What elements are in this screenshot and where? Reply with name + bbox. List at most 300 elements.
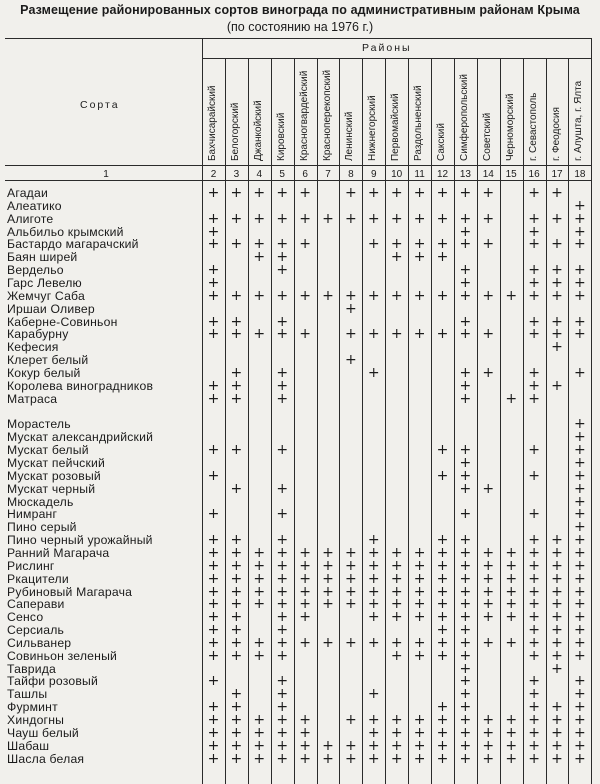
- mark-cell: +: [505, 544, 518, 561]
- mark-cell: +: [482, 570, 495, 587]
- mark-cell: +: [482, 236, 495, 253]
- mark-cell: +: [574, 467, 586, 484]
- column-header: Раздольненский: [413, 85, 425, 161]
- mark-cell: +: [574, 364, 586, 381]
- mark-cell: +: [207, 596, 220, 613]
- column-rule: [339, 58, 340, 784]
- mark-cell: +: [436, 622, 449, 639]
- mark-cell: +: [390, 544, 403, 561]
- mark-cell: +: [207, 442, 220, 459]
- mark-cell: +: [276, 557, 289, 574]
- mark-cell: +: [345, 185, 357, 201]
- mark-cell: +: [574, 737, 586, 754]
- column-number: 4: [256, 169, 263, 180]
- mark-cell: +: [482, 737, 495, 754]
- mark-cell: +: [551, 532, 563, 549]
- mark-cell: +: [436, 326, 449, 343]
- mark-cell: +: [574, 609, 586, 626]
- mark-cell: +: [299, 185, 311, 201]
- mark-cell: +: [551, 326, 563, 343]
- mark-cell: +: [482, 544, 495, 561]
- mark-cell: +: [253, 185, 266, 201]
- mark-cell: +: [551, 262, 563, 279]
- mark-cell: +: [459, 262, 472, 279]
- mark-cell: +: [276, 570, 289, 587]
- mark-cell: +: [551, 737, 563, 754]
- mark-cell: +: [390, 609, 403, 626]
- mark-cell: +: [574, 724, 586, 741]
- mark-cell: +: [574, 480, 586, 497]
- mark-cell: +: [436, 583, 449, 600]
- mark-cell: +: [322, 570, 334, 587]
- column-rule: [385, 58, 386, 784]
- mark-cell: +: [574, 750, 586, 767]
- mark-cell: +: [482, 583, 495, 600]
- mark-cell: +: [551, 583, 563, 600]
- column-header: Джанкойский: [252, 100, 264, 161]
- mark-cell: +: [459, 506, 472, 523]
- mark-cell: +: [574, 544, 586, 561]
- column-number: 6: [302, 169, 308, 180]
- column-rule: [294, 58, 295, 784]
- mark-cell: +: [207, 570, 220, 587]
- mark-cell: +: [276, 750, 289, 767]
- mark-cell: +: [367, 596, 380, 613]
- mark-cell: +: [390, 712, 403, 728]
- mark-cell: +: [207, 673, 220, 690]
- mark-cell: +: [459, 570, 472, 587]
- mark-cell: +: [482, 724, 495, 741]
- row-label: Каберне-Совиньон: [7, 314, 118, 329]
- column-rule: [202, 38, 203, 784]
- mark-cell: +: [413, 544, 426, 561]
- mark-cell: +: [230, 185, 243, 201]
- mark-cell: +: [574, 236, 586, 253]
- row-label: Тайфи розовый: [7, 674, 98, 689]
- mark-cell: +: [459, 544, 472, 561]
- mark-cell: +: [253, 596, 266, 613]
- mark-cell: +: [528, 699, 540, 716]
- mark-cell: +: [230, 544, 243, 561]
- column-rule: [477, 58, 478, 784]
- row-label: Мускат черный: [7, 481, 96, 496]
- mark-cell: +: [207, 622, 220, 639]
- mark-cell: +: [505, 390, 518, 407]
- column-number: 16: [528, 169, 540, 180]
- mark-cell: +: [505, 712, 518, 728]
- mark-cell: +: [459, 467, 472, 484]
- mark-cell: +: [574, 634, 586, 651]
- mark-cell: +: [528, 673, 540, 690]
- mark-cell: +: [528, 570, 540, 587]
- column-number: 2: [210, 169, 217, 180]
- mark-cell: +: [276, 596, 289, 613]
- mark-cell: +: [413, 287, 426, 304]
- mark-cell: +: [367, 570, 380, 587]
- mark-cell: +: [230, 377, 243, 394]
- mark-cell: +: [207, 557, 220, 574]
- row-label: Мускат пейчский: [7, 456, 105, 470]
- mark-cell: +: [253, 544, 266, 561]
- mark-cell: +: [574, 532, 586, 549]
- mark-cell: +: [551, 210, 563, 227]
- mark-cell: +: [230, 557, 243, 574]
- mark-cell: +: [367, 364, 380, 381]
- mark-cell: +: [574, 686, 586, 703]
- mark-cell: +: [230, 686, 243, 703]
- mark-cell: +: [299, 609, 311, 626]
- row-label: Саперави: [7, 597, 65, 612]
- rule-top: [5, 38, 592, 39]
- mark-cell: +: [413, 647, 426, 664]
- mark-cell: +: [436, 287, 449, 304]
- mark-cell: +: [230, 480, 243, 497]
- mark-cell: +: [207, 609, 220, 626]
- mark-cell: +: [345, 287, 357, 304]
- mark-cell: +: [390, 737, 403, 754]
- mark-cell: +: [528, 557, 540, 574]
- mark-cell: +: [253, 737, 266, 754]
- mark-cell: +: [574, 557, 586, 574]
- mark-cell: +: [276, 609, 289, 626]
- row-label: Алиготе: [7, 211, 54, 226]
- mark-cell: +: [276, 326, 289, 343]
- mark-cell: +: [574, 570, 586, 587]
- row-label: Вердельо: [7, 263, 64, 278]
- column-rule: [591, 38, 592, 784]
- column-rule: [317, 58, 318, 784]
- mark-cell: +: [276, 287, 289, 304]
- mark-cell: +: [207, 262, 220, 279]
- mark-cell: +: [482, 210, 495, 227]
- mark-cell: +: [528, 262, 540, 279]
- mark-cell: +: [230, 583, 243, 600]
- mark-cell: +: [207, 583, 220, 600]
- row-label: Королева виноградников: [7, 378, 154, 393]
- mark-cell: +: [276, 210, 289, 227]
- mark-cell: +: [276, 737, 289, 754]
- column-header: Бахчисарайский: [207, 85, 218, 161]
- mark-cell: +: [253, 557, 266, 574]
- rule-numbers: [5, 165, 592, 166]
- mark-cell: +: [413, 583, 426, 600]
- column-header: Советский: [481, 112, 493, 161]
- mark-cell: +: [299, 596, 311, 613]
- row-label: Баян ширей: [7, 250, 78, 265]
- mark-cell: +: [574, 673, 586, 690]
- mark-cell: +: [345, 210, 357, 227]
- column-header: Ленинский: [344, 111, 356, 161]
- mark-cell: +: [345, 352, 357, 369]
- mark-cell: +: [390, 236, 403, 253]
- mark-cell: +: [459, 455, 472, 471]
- mark-cell: +: [505, 570, 518, 587]
- mark-cell: +: [482, 750, 495, 767]
- column-header: г. Севастополь: [527, 92, 539, 161]
- row-label: Мюскадель: [7, 494, 74, 509]
- mark-cell: +: [322, 557, 334, 574]
- mark-cell: +: [413, 609, 426, 626]
- mark-cell: +: [528, 210, 540, 227]
- mark-cell: +: [459, 287, 472, 304]
- row-label: Шасла белая: [7, 751, 85, 766]
- mark-cell: +: [367, 724, 380, 741]
- table-title: Размещение районированных сортов винограда по административным районам Крыма: [20, 3, 580, 17]
- mark-cell: +: [528, 647, 540, 664]
- mark-cell: +: [459, 223, 472, 240]
- row-label: Кефесия: [7, 340, 59, 355]
- mark-cell: +: [551, 712, 563, 728]
- mark-cell: +: [413, 570, 426, 587]
- mark-cell: +: [551, 699, 563, 716]
- mark-cell: +: [551, 647, 563, 664]
- mark-cell: +: [505, 557, 518, 574]
- column-rule: [362, 58, 363, 784]
- mark-cell: +: [345, 750, 357, 767]
- mark-cell: +: [482, 364, 495, 381]
- mark-cell: +: [574, 455, 586, 471]
- column-rule: [248, 58, 249, 784]
- mark-cell: +: [390, 634, 403, 651]
- mark-cell: +: [551, 660, 563, 677]
- mark-cell: +: [574, 712, 586, 728]
- mark-cell: +: [436, 647, 449, 664]
- mark-cell: +: [528, 609, 540, 626]
- column-header: Черноморский: [504, 93, 516, 161]
- column-header: Красногвардейский: [298, 70, 310, 161]
- mark-cell: +: [459, 236, 472, 253]
- mark-cell: +: [299, 326, 311, 343]
- mark-cell: +: [413, 557, 426, 574]
- mark-cell: +: [459, 596, 472, 613]
- mark-cell: +: [459, 699, 472, 716]
- row-label: Альбильо крымский: [7, 224, 124, 239]
- mark-cell: +: [276, 262, 289, 279]
- column-header: Первомайский: [390, 93, 402, 161]
- mark-cell: +: [230, 750, 243, 767]
- mark-cell: +: [367, 557, 380, 574]
- mark-cell: +: [551, 750, 563, 767]
- mark-cell: +: [299, 544, 311, 561]
- column-rule: [225, 58, 226, 784]
- mark-cell: +: [528, 313, 540, 330]
- rule-header-bottom: [5, 180, 592, 181]
- row-label: Мускат белый: [7, 443, 89, 458]
- mark-cell: +: [459, 377, 472, 394]
- column-number: 9: [371, 169, 377, 180]
- column-number: 7: [325, 169, 331, 180]
- mark-cell: +: [459, 442, 472, 459]
- mark-cell: +: [528, 583, 540, 600]
- mark-cell: +: [551, 544, 563, 561]
- mark-cell: +: [322, 583, 334, 600]
- mark-cell: +: [230, 287, 243, 304]
- mark-cell: +: [528, 622, 540, 639]
- mark-cell: +: [436, 467, 449, 484]
- mark-cell: +: [276, 313, 289, 330]
- mark-cell: +: [207, 712, 220, 728]
- mark-cell: +: [505, 583, 518, 600]
- mark-cell: +: [367, 750, 380, 767]
- row-label: Хиндогны: [7, 713, 65, 727]
- mark-cell: +: [459, 210, 472, 227]
- mark-cell: +: [322, 596, 334, 613]
- mark-cell: +: [574, 583, 586, 600]
- mark-cell: +: [322, 210, 334, 227]
- column-rule: [408, 58, 409, 784]
- mark-cell: +: [299, 210, 311, 227]
- mark-cell: +: [551, 609, 563, 626]
- column-header: Белогорский: [229, 102, 241, 161]
- table-subtitle: (по состоянию на 1976 г.): [226, 20, 374, 34]
- mark-cell: +: [207, 210, 220, 227]
- mark-cell: +: [413, 724, 426, 741]
- mark-cell: +: [253, 712, 266, 728]
- mark-cell: +: [230, 609, 243, 626]
- mark-cell: +: [436, 634, 449, 651]
- mark-cell: +: [207, 467, 220, 484]
- mark-cell: +: [207, 750, 220, 767]
- row-label: Чауш белый: [7, 725, 79, 740]
- mark-cell: +: [551, 634, 563, 651]
- row-label: Ркацители: [7, 571, 69, 586]
- mark-cell: +: [367, 609, 380, 626]
- mark-cell: +: [390, 249, 403, 266]
- mark-cell: +: [482, 712, 495, 728]
- mark-cell: +: [299, 724, 311, 741]
- mark-cell: +: [551, 236, 563, 253]
- mark-cell: +: [551, 185, 563, 201]
- column-header: г. Феодосия: [550, 107, 562, 161]
- mark-cell: +: [574, 622, 586, 639]
- mark-cell: +: [207, 634, 220, 651]
- row-label: Нимранг: [7, 507, 58, 522]
- mark-cell: +: [528, 686, 540, 703]
- row-label: Сенсо: [7, 610, 44, 625]
- mark-cell: +: [345, 570, 357, 587]
- mark-cell: +: [413, 236, 426, 253]
- mark-cell: +: [459, 609, 472, 626]
- row-label: Иршаи Оливер: [7, 301, 95, 316]
- mark-cell: +: [436, 712, 449, 728]
- row-label: Совиньон зеленый: [7, 648, 118, 663]
- mark-cell: +: [574, 313, 586, 330]
- row-label: Кокур белый: [7, 365, 81, 380]
- mark-cell: +: [322, 750, 334, 767]
- mark-cell: +: [345, 544, 357, 561]
- mark-cell: +: [551, 724, 563, 741]
- mark-cell: +: [276, 622, 289, 639]
- districts-header: Районы: [362, 42, 412, 54]
- column-number: 14: [482, 169, 494, 180]
- mark-cell: +: [230, 712, 243, 728]
- column-number: 18: [574, 169, 586, 180]
- mark-cell: +: [276, 699, 289, 716]
- mark-cell: +: [253, 583, 266, 600]
- mark-cell: +: [207, 326, 220, 343]
- mark-cell: +: [276, 634, 289, 651]
- mark-cell: +: [459, 480, 472, 497]
- mark-cell: +: [505, 737, 518, 754]
- column-number: 8: [348, 169, 354, 180]
- mark-cell: +: [345, 326, 357, 343]
- mark-cell: +: [528, 532, 540, 549]
- row-label: Мускат александрийский: [7, 430, 154, 445]
- column-header: Нижнегорский: [367, 95, 379, 161]
- mark-cell: +: [436, 442, 449, 459]
- mark-cell: +: [390, 185, 403, 201]
- mark-cell: +: [207, 313, 220, 330]
- mark-cell: +: [230, 634, 243, 651]
- mark-cell: +: [482, 480, 495, 497]
- mark-cell: +: [345, 583, 357, 600]
- mark-cell: +: [253, 236, 266, 253]
- column-rule: [500, 58, 501, 784]
- mark-cell: +: [367, 544, 380, 561]
- mark-cell: +: [230, 236, 243, 253]
- row-label: Алеатико: [7, 198, 62, 213]
- mark-cell: +: [459, 274, 472, 291]
- mark-cell: +: [230, 390, 243, 407]
- mark-cell: +: [528, 737, 540, 754]
- row-label: Жемчуг Саба: [7, 288, 85, 303]
- mark-cell: +: [276, 673, 289, 690]
- mark-cell: +: [551, 339, 563, 356]
- mark-cell: +: [551, 287, 563, 304]
- mark-cell: +: [505, 596, 518, 613]
- mark-cell: +: [436, 570, 449, 587]
- mark-cell: +: [322, 634, 334, 651]
- mark-cell: +: [551, 377, 563, 394]
- rule-districts: [202, 58, 592, 59]
- mark-cell: +: [207, 647, 220, 664]
- mark-cell: +: [482, 557, 495, 574]
- mark-cell: +: [459, 686, 472, 703]
- mark-cell: +: [528, 506, 540, 523]
- column-number: 15: [505, 169, 517, 180]
- mark-cell: +: [528, 544, 540, 561]
- mark-cell: +: [574, 262, 586, 279]
- mark-cell: +: [345, 557, 357, 574]
- mark-cell: +: [459, 390, 472, 407]
- mark-cell: +: [367, 686, 380, 703]
- column-number: 3: [233, 169, 240, 180]
- mark-cell: +: [459, 647, 472, 664]
- mark-cell: +: [367, 532, 380, 549]
- mark-cell: +: [574, 442, 586, 459]
- mark-cell: +: [413, 750, 426, 767]
- mark-cell: +: [299, 712, 311, 728]
- mark-cell: +: [528, 287, 540, 304]
- row-label: Шабаш: [7, 738, 50, 753]
- mark-cell: +: [390, 326, 403, 343]
- mark-cell: +: [345, 712, 357, 728]
- mark-cell: +: [459, 557, 472, 574]
- mark-cell: +: [390, 557, 403, 574]
- mark-cell: +: [276, 390, 289, 407]
- row-label: Агадаи: [7, 186, 48, 200]
- mark-cell: +: [436, 210, 449, 227]
- mark-cell: +: [230, 737, 243, 754]
- column-number: 13: [459, 169, 471, 180]
- mark-cell: +: [367, 737, 380, 754]
- mark-cell: +: [413, 596, 426, 613]
- mark-cell: +: [207, 532, 220, 549]
- column-number: 10: [391, 169, 403, 180]
- mark-cell: +: [459, 660, 472, 677]
- mark-cell: +: [436, 737, 449, 754]
- mark-cell: +: [528, 467, 540, 484]
